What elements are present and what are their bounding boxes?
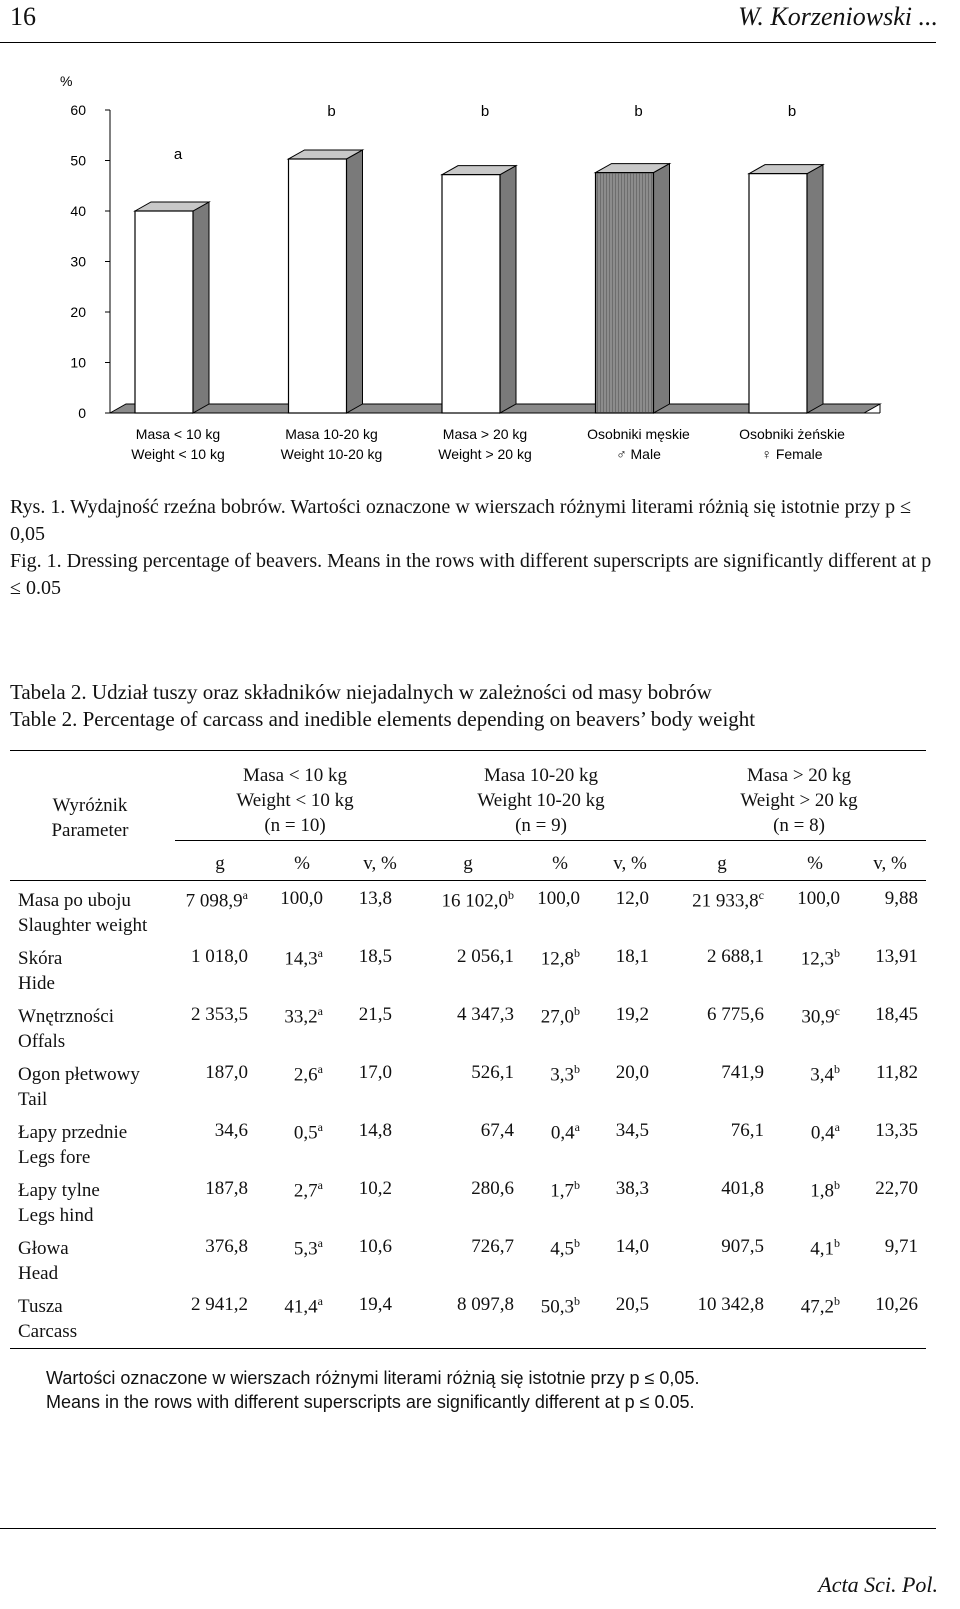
table-cell: 8 097,8: [457, 1294, 514, 1315]
table-cell: 2 941,2: [191, 1294, 248, 1315]
cell-superscript: b: [574, 1004, 580, 1018]
cell-superscript: b: [574, 1294, 580, 1308]
table-note-pl: Wartości oznaczone w wierszach różnymi literami różnią się istotnie przy p ≤ 0,05.: [46, 1368, 700, 1388]
table-cell: 2,6$^a$: [293, 1062, 323, 1086]
table-cell: 526,1: [471, 1062, 514, 1083]
row-label-pl: Łapy przednie: [18, 1122, 128, 1143]
table-cell: 3,3$^b$: [550, 1062, 580, 1086]
table-group-rule: [175, 840, 926, 841]
x-tick-label: ♀ Female: [761, 446, 823, 462]
table-cell: 100,0: [537, 888, 580, 909]
cell-superscript: b: [574, 1178, 580, 1192]
group-header-1-n: (n = 10): [264, 815, 326, 836]
table-cell: 4,1$^b$: [810, 1236, 840, 1260]
bar-side: [807, 165, 823, 413]
table-cell: 13,35: [875, 1120, 918, 1141]
row-label: [18, 1004, 114, 1054]
table-cell: 401,8: [721, 1178, 764, 1199]
table-cell: 34,6: [214, 1120, 248, 1141]
y-tick-label: 10: [70, 354, 86, 371]
table-cell: 38,3: [615, 1178, 649, 1199]
table-cell: 67,4: [480, 1120, 514, 1141]
table-cell: 14,3$^a$: [284, 946, 323, 970]
table-bottom-rule: [10, 1348, 926, 1349]
cell-superscript: b: [834, 946, 840, 960]
table-cell: 12,3$^b$: [800, 946, 840, 970]
bar-significance-label: a: [173, 146, 183, 163]
x-tick-label: Weight < 10 kg: [131, 446, 225, 462]
bar: [749, 174, 807, 413]
subheader-v-3: v, %: [873, 853, 907, 874]
table-cell: 20,5: [615, 1294, 649, 1315]
page-number: 16: [10, 2, 36, 31]
row-label-en: Head: [18, 1263, 59, 1284]
group-header-2-n: (n = 9): [515, 815, 567, 836]
subheader-pct-3: %: [807, 853, 823, 874]
table-cell: 18,45: [875, 1004, 918, 1025]
row-label: [18, 1062, 140, 1112]
y-tick-label: 20: [70, 304, 86, 320]
row-label: [18, 946, 62, 996]
table-cell: 47,2$^b$: [800, 1294, 840, 1318]
table-cell: 1 018,0: [191, 946, 248, 967]
group-header-2-en: Weight 10-20 kg: [477, 790, 605, 811]
bar: [135, 211, 193, 413]
table-cell: 100,0: [280, 888, 323, 909]
table-cell: 30,9$^c$: [801, 1004, 840, 1028]
group-header-3: [694, 763, 904, 838]
row-label-en: Legs hind: [18, 1205, 94, 1226]
cell-superscript: b: [574, 1062, 580, 1076]
figure-caption-en: Fig. 1. Dressing percentage of beavers. Means in the rows with different superscripts are significantly different at p ≤ 0.05: [10, 550, 932, 599]
cell-superscript: b: [508, 888, 514, 902]
row-label: [18, 1294, 77, 1344]
table-cell: 22,70: [875, 1178, 918, 1199]
group-header-3-en: Weight > 20 kg: [740, 790, 858, 811]
subheader-v-1: v, %: [363, 853, 397, 874]
bar-side: [193, 202, 209, 413]
table-cell: 50,3$^b$: [540, 1294, 580, 1318]
table-cell: 741,9: [721, 1062, 764, 1083]
y-tick-label: 0: [78, 405, 86, 421]
table-cell: 14,0: [615, 1236, 649, 1257]
table-cell: 19,2: [615, 1004, 649, 1025]
table-cell: 2 353,5: [191, 1004, 248, 1025]
param-header-pl: Wyróżnik: [52, 795, 128, 816]
table-cell: 13,8: [358, 888, 392, 909]
row-label-pl: Głowa: [18, 1238, 69, 1259]
table-cell: 0,4$^a$: [810, 1120, 840, 1144]
y-tick-label: 30: [70, 253, 86, 270]
table-cell: 1,8$^b$: [810, 1178, 840, 1202]
group-header-1-pl: Masa < 10 kg: [242, 765, 348, 786]
row-label-en: Legs fore: [18, 1147, 91, 1168]
cell-superscript: b: [834, 1178, 840, 1192]
table-cell: 100,0: [797, 888, 840, 909]
table-cell: 376,8: [205, 1236, 248, 1257]
row-label-pl: Łapy tylne: [18, 1180, 100, 1201]
row-label: [18, 888, 147, 938]
bar-side: [500, 166, 516, 413]
table-cell: 20,0: [615, 1062, 649, 1083]
param-header-en: Parameter: [51, 820, 129, 841]
table-cell: 5,3$^a$: [293, 1236, 323, 1260]
table-cell: 3,4$^b$: [810, 1062, 840, 1086]
table-cell: 16 102,0$^b$: [441, 888, 514, 912]
x-tick-label: Osobniki żeńskie: [739, 426, 845, 442]
table-cell: 10,2: [358, 1178, 392, 1199]
cell-superscript: a: [317, 1120, 323, 1134]
row-label-pl: Tusza: [18, 1296, 63, 1317]
cell-superscript: a: [317, 1236, 323, 1250]
cell-superscript: a: [317, 946, 323, 960]
row-label-pl: Ogon płetwowy: [18, 1064, 140, 1085]
subheader-v-2: v, %: [613, 853, 647, 874]
group-header-1-en: Weight < 10 kg: [236, 790, 354, 811]
y-tick-label: 40: [70, 203, 86, 219]
subheader-g-2: g: [463, 853, 473, 874]
cell-superscript: a: [317, 1062, 323, 1076]
row-label: [18, 1120, 127, 1170]
running-author: W. Korzeniowski ...: [738, 2, 938, 31]
bar-significance-label: b: [480, 103, 490, 120]
y-axis-unit: %: [60, 73, 73, 89]
figure-caption-pl: Rys. 1. Wydajność rzeźna bobrów. Wartości oznaczone w wierszach różnymi literami różnią się istotnie przy p ≤ 0,05: [10, 496, 912, 545]
table-cell: 33,2$^a$: [284, 1004, 323, 1028]
table-cell: 2,7$^a$: [293, 1178, 323, 1202]
y-tick-label: 60: [70, 102, 86, 118]
table-note-en: Means in the rows with different superscripts are significantly different at p ≤ 0.05.: [46, 1392, 695, 1412]
subheader-pct-1: %: [294, 853, 310, 874]
group-header-2-pl: Masa 10-20 kg: [484, 765, 598, 786]
x-tick-label: Weight 10-20 kg: [280, 446, 383, 462]
x-tick-label: ♂ Male: [616, 446, 661, 462]
table-cell: 21 933,8$^c$: [692, 888, 764, 912]
table-cell: 10,6: [358, 1236, 392, 1257]
table-cell: 10,26: [875, 1294, 918, 1315]
cell-superscript: a: [317, 1004, 323, 1018]
table-cell: 2 056,1: [457, 946, 514, 967]
table-cell: 907,5: [721, 1236, 764, 1257]
table-cell: 6 775,6: [707, 1004, 764, 1025]
row-label-pl: Skóra: [18, 948, 63, 969]
dressing-percentage-chart: [0, 55, 940, 475]
row-label-pl: Masa po uboju: [18, 890, 131, 911]
table-top-rule: [10, 750, 926, 751]
x-tick-label: Weight > 20 kg: [438, 446, 532, 462]
table-cell: 17,0: [358, 1062, 392, 1083]
table-cell: 2 688,1: [707, 946, 764, 967]
y-tick-label: 50: [70, 152, 86, 169]
bar-side: [347, 150, 363, 413]
cell-superscript: a: [574, 1120, 580, 1134]
cell-superscript: c: [758, 888, 764, 902]
table-cell: 27,0$^b$: [540, 1004, 580, 1028]
table-caption-pl: Tabela 2. Udział tuszy oraz składników niejadalnych w zależności od masy bobrów: [10, 680, 712, 704]
row-label-en: Offals: [18, 1031, 66, 1052]
group-header-3-n: (n = 8): [773, 815, 825, 836]
row-label-pl: Wnętrzności: [18, 1006, 115, 1027]
bar-significance-label: b: [787, 103, 797, 120]
row-label: [18, 1178, 100, 1228]
cell-superscript: a: [242, 888, 248, 902]
cell-superscript: a: [834, 1120, 840, 1134]
table-cell: 11,82: [875, 1062, 918, 1083]
table-cell: 12,8$^b$: [540, 946, 580, 970]
subheader-pct-2: %: [552, 853, 568, 874]
table-cell: 14,8: [358, 1120, 392, 1141]
table-cell: 7 098,9$^a$: [185, 888, 248, 912]
cell-superscript: b: [574, 1236, 580, 1250]
group-header-3-pl: Masa > 20 kg: [746, 765, 852, 786]
table-cell: 41,4$^a$: [284, 1294, 323, 1318]
cell-superscript: b: [834, 1294, 840, 1308]
table-cell: 12,0: [615, 888, 649, 909]
bar: [289, 159, 347, 413]
table-cell: 726,7: [471, 1236, 514, 1257]
cell-superscript: b: [574, 946, 580, 960]
cell-superscript: b: [834, 1062, 840, 1076]
row-label: [18, 1236, 69, 1286]
table-cell: 187,0: [205, 1062, 248, 1083]
bar-side: [654, 164, 670, 413]
table-cell: 0,5$^a$: [293, 1120, 323, 1144]
row-label-en: Slaughter weight: [18, 915, 148, 936]
table-cell: 280,6: [471, 1178, 514, 1199]
x-tick-label: Osobniki męskie: [587, 426, 690, 442]
table-cell: 34,5: [615, 1120, 649, 1141]
bar: [442, 175, 500, 413]
cell-superscript: c: [834, 1004, 840, 1018]
table-cell: 18,1: [615, 946, 649, 967]
bar-significance-label: b: [327, 103, 336, 120]
table-cell: 18,5: [358, 946, 392, 967]
bar-significance-label: b: [634, 103, 643, 120]
header-rule: [0, 42, 936, 43]
footer-rule: [0, 1528, 936, 1529]
cell-superscript: b: [834, 1236, 840, 1250]
x-tick-label: Masa > 20 kg: [442, 426, 528, 442]
cell-superscript: a: [317, 1178, 323, 1192]
table-header-rule: [10, 880, 926, 881]
table-cell: 13,91: [875, 946, 918, 967]
table-cell: 9,88: [884, 888, 918, 909]
row-label-en: Tail: [18, 1089, 48, 1110]
table-cell: 4,5$^b$: [550, 1236, 580, 1260]
table-cell: 21,5: [358, 1004, 392, 1025]
table-cell: 10 342,8: [697, 1294, 764, 1315]
cell-superscript: a: [317, 1294, 323, 1308]
journal-name: Acta Sci. Pol.: [818, 1572, 938, 1597]
table-cell: 1,7$^b$: [550, 1178, 580, 1202]
row-label-en: Hide: [18, 973, 55, 994]
table-cell: 187,8: [205, 1178, 248, 1199]
group-header-2: [436, 763, 646, 838]
table-caption-en: Table 2. Percentage of carcass and inedible elements depending on beavers’ body weight: [10, 707, 756, 731]
row-label-en: Carcass: [18, 1321, 78, 1342]
group-header-1: [190, 763, 400, 838]
param-header: [10, 793, 170, 843]
subheader-g-1: g: [215, 853, 225, 874]
table-cell: 76,1: [730, 1120, 764, 1141]
table-cell: 19,4: [358, 1294, 392, 1315]
table-cell: 4 347,3: [457, 1004, 514, 1025]
x-tick-label: Masa 10-20 kg: [285, 426, 378, 442]
x-tick-label: Masa < 10 kg: [135, 426, 221, 442]
table-cell: 0,4$^a$: [550, 1120, 580, 1144]
subheader-g-3: g: [717, 853, 727, 874]
table-cell: 9,71: [884, 1236, 918, 1257]
